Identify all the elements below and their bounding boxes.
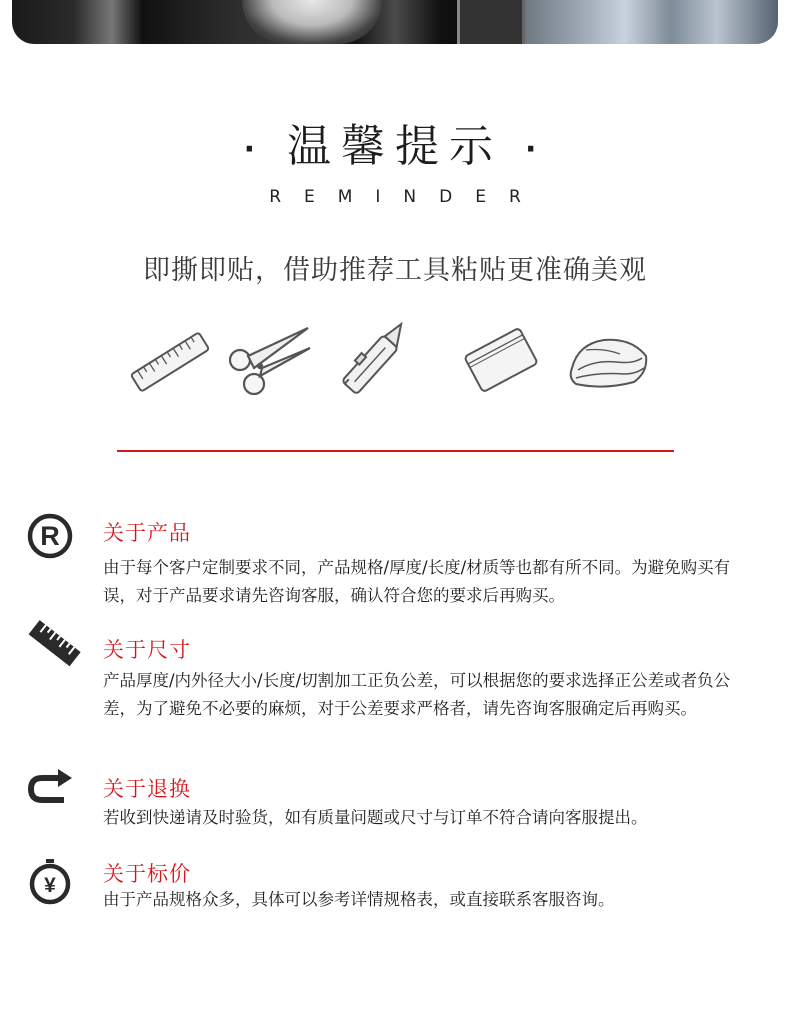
title-text: 温馨提示 [287,121,503,172]
page-title [0,110,790,174]
svg-text:R: R [40,521,60,551]
utility-knife-icon [330,314,422,402]
section-title: 关于尺寸 [103,638,191,662]
section-title: 关于产品 [103,521,191,545]
section-title: 关于标价 [103,862,191,886]
scraper-card-icon [458,320,544,400]
page-subtitle: REMINDER [269,187,544,207]
divider [117,450,674,452]
yen-icon [26,858,74,910]
title-dot-right: · [525,131,547,167]
ruler-icon [126,322,214,402]
tape-roll-image [242,0,382,44]
tagline: 即撕即贴，借助推荐工具粘贴更准确美观 [143,255,647,286]
registered-mark-icon [26,512,74,564]
product-frame-image [457,0,525,44]
section-body: 若收到快递请及时验货，如有质量问题或尺寸与订单不符合请向客服提出。 [103,808,648,827]
ruler-icon [26,618,82,674]
product-photo [12,0,778,44]
title-dot-left: · [243,131,265,167]
scissors-icon [224,316,314,402]
svg-text:¥: ¥ [44,874,56,897]
return-arrow-icon [26,768,76,812]
section-body: 由于产品规格众多，具体可以参考详情规格表，或直接联系客服咨询。 [103,890,615,909]
tool-icons [0,312,790,402]
cloth-icon [564,326,654,396]
section-body: 由于每个客户定制要求不同，产品规格/厚度/长度/材质等也都有所不同。为避免购买有误，对于产品要求请先咨询客服，确认符合您的要求后再购买。 [103,558,731,605]
section-title: 关于退换 [103,777,191,801]
section-body: 产品厚度/内外径大小/长度/切割加工正负公差，可以根据您的要求选择正公差或者负公差，为了避免不必要的麻烦，对于公差要求严格者，请先咨询客服确定后再购买。 [103,671,731,718]
